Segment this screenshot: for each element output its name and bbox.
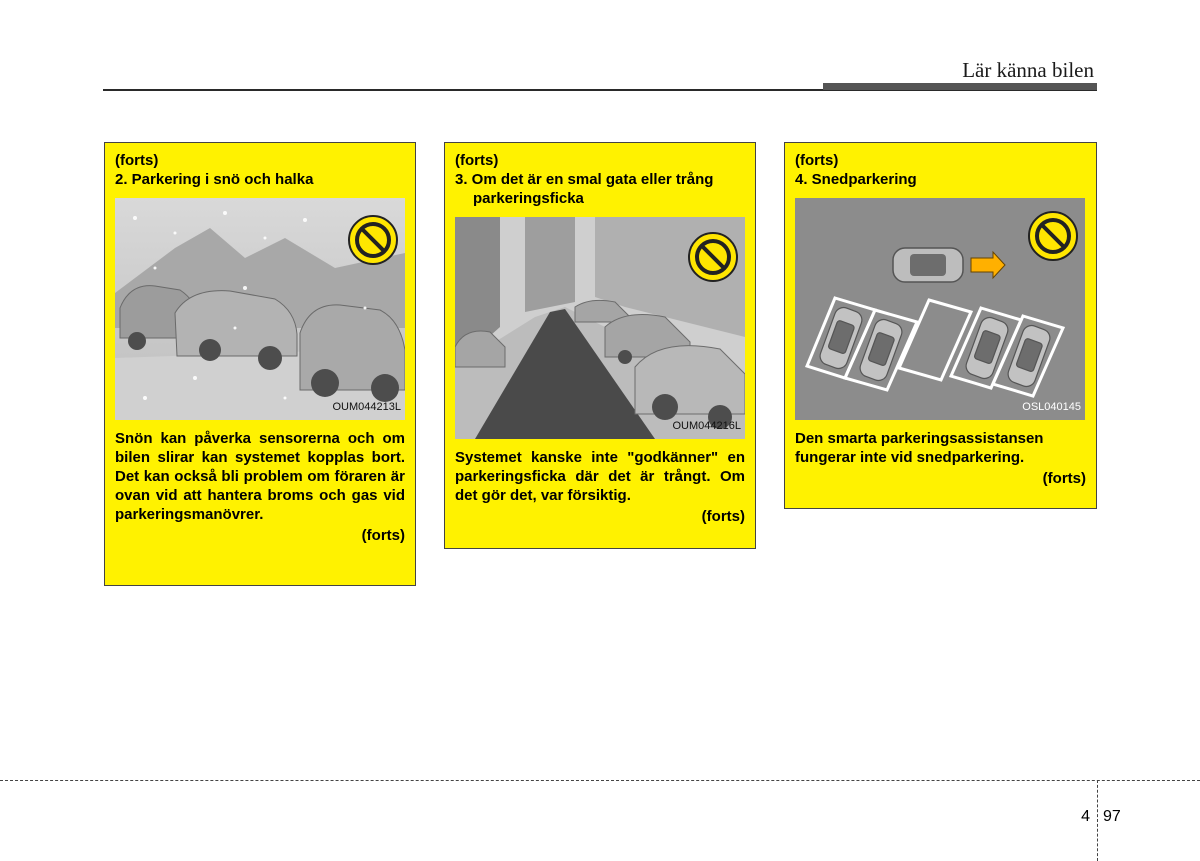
card-heading: 4. Snedparkering [795,171,917,188]
header-title: Lär känna bilen [962,58,1094,82]
info-card-narrow-street [444,142,756,549]
info-card-angled-parking [784,142,1097,509]
continued-label: (forts) [455,152,499,169]
page-number: 97 [1103,808,1121,825]
image-code: OUM044216L [672,420,741,432]
prohibition-icon [1029,212,1077,260]
continued-label: (forts) [115,152,159,169]
footer-divider [0,780,1200,781]
continued-label: (forts) [795,152,839,169]
info-card-snow [104,142,416,586]
prohibition-icon [349,216,397,264]
continued-label: (forts) [361,527,405,544]
prohibition-icon [689,233,737,281]
continued-label: (forts) [701,508,745,525]
card-heading: 3. Om det är en smal gata eller trång parkeringsficka [455,171,714,207]
image-code: OUM044213L [332,401,401,413]
snow-parking-illustration [115,198,405,420]
card-body: Den smarta parkeringsassistansen fungerar inte vid snedparkering. [795,430,1044,466]
continued-label: (forts) [1042,470,1086,487]
image-code: OSL040145 [1022,401,1081,413]
header-rule-accent [823,83,1097,90]
footer-page-divider [1097,780,1098,861]
narrow-street-illustration [455,217,745,439]
chapter-number: 4 [1081,808,1090,825]
card-body: Snön kan påverka sensorerna och om bilen slirar kan systemet kopplas bort. Det kan också bli problem om föraren är ovan vid att hantera broms och gas vid parkeringsmanövrer. [115,430,405,523]
angled-parking-illustration [795,198,1085,420]
card-heading: 2. Parkering i snö och halka [115,171,314,188]
card-body: Systemet kanske inte "godkänner" en parkeringsficka där det är trångt. Om det gör det, var försiktig. [455,449,745,504]
